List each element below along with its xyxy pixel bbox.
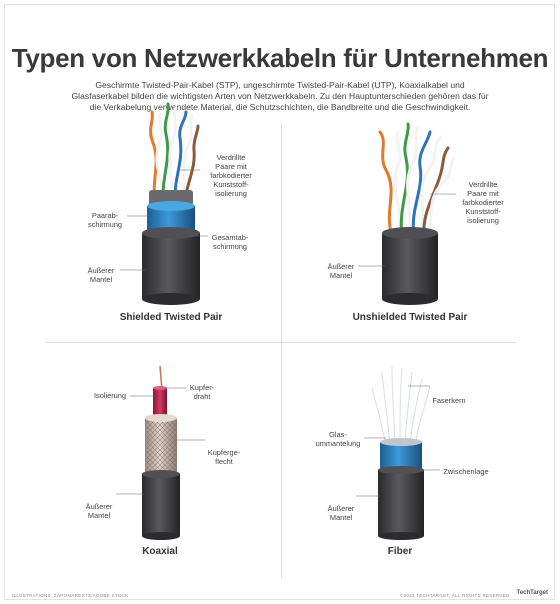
utp-cable-illustration <box>358 124 456 305</box>
coax-label-jacket: Äußerer Mantel <box>85 502 113 520</box>
fiber-label-cladding: Glas- ummantelung <box>315 430 361 448</box>
stp-label-jacket: Äußerer Mantel <box>87 266 115 284</box>
brand-logo: TechTarget <box>516 590 548 596</box>
stp-label-pair-shield: Paarab- schirmung <box>87 211 123 229</box>
footer-copyright: ©2023 TECHTARGET. ALL RIGHTS RESERVED. <box>400 593 512 598</box>
fiber-label-jacket: Äußerer Mantel <box>327 504 355 522</box>
stp-cable-illustration <box>120 104 208 305</box>
fiber-cable-illustration <box>356 366 440 540</box>
coax-heading: Koaxial <box>142 546 178 557</box>
stp-label-pairs: Verdrillte Paare mit farbkodierter Kunststoff- isolierung <box>210 153 252 198</box>
intro-text: Geschirmte Twisted-Pair-Kabel (STP), ungeschirmte Twisted-Pair-Kabel (UTP), Koaxialkabel und Glasfaserkabel bilden die wichtigsten Arten von Netzwerkkabeln. Zu den Hauptunterschieden gehören das für die Verkabelung verwendete Material, die Schutzschichten, die Bandbreite und die Geschwindigkeit. <box>71 80 489 112</box>
coax-label-copper-wire: Kupfer- draht <box>189 383 215 401</box>
coax-label-copper-braid: Kupferge- flecht <box>207 448 241 466</box>
fiber-label-buffer: Zwischenlage <box>443 467 489 476</box>
utp-label-jacket: Äußerer Mantel <box>327 262 355 280</box>
stp-heading: Shielded Twisted Pair <box>119 312 223 323</box>
fiber-label-core: Faserkern <box>432 396 466 405</box>
footer-credit: ILLUSTRATIONS: ZAPOMAREXTS/ADOBE STOCK <box>12 593 129 598</box>
page-title: Typen von Netzwerkkabeln für Unternehmen <box>11 43 549 73</box>
stp-label-overall-shield: Gesamtab- schirmung <box>211 233 249 251</box>
fiber-heading: Fiber <box>387 546 413 557</box>
utp-label-pairs: Verdrillte Paare mit farbkodierter Kunststoff- isolierung <box>462 180 504 225</box>
coax-label-insulation: Isolierung <box>93 391 127 400</box>
utp-heading: Unshielded Twisted Pair <box>352 312 468 323</box>
